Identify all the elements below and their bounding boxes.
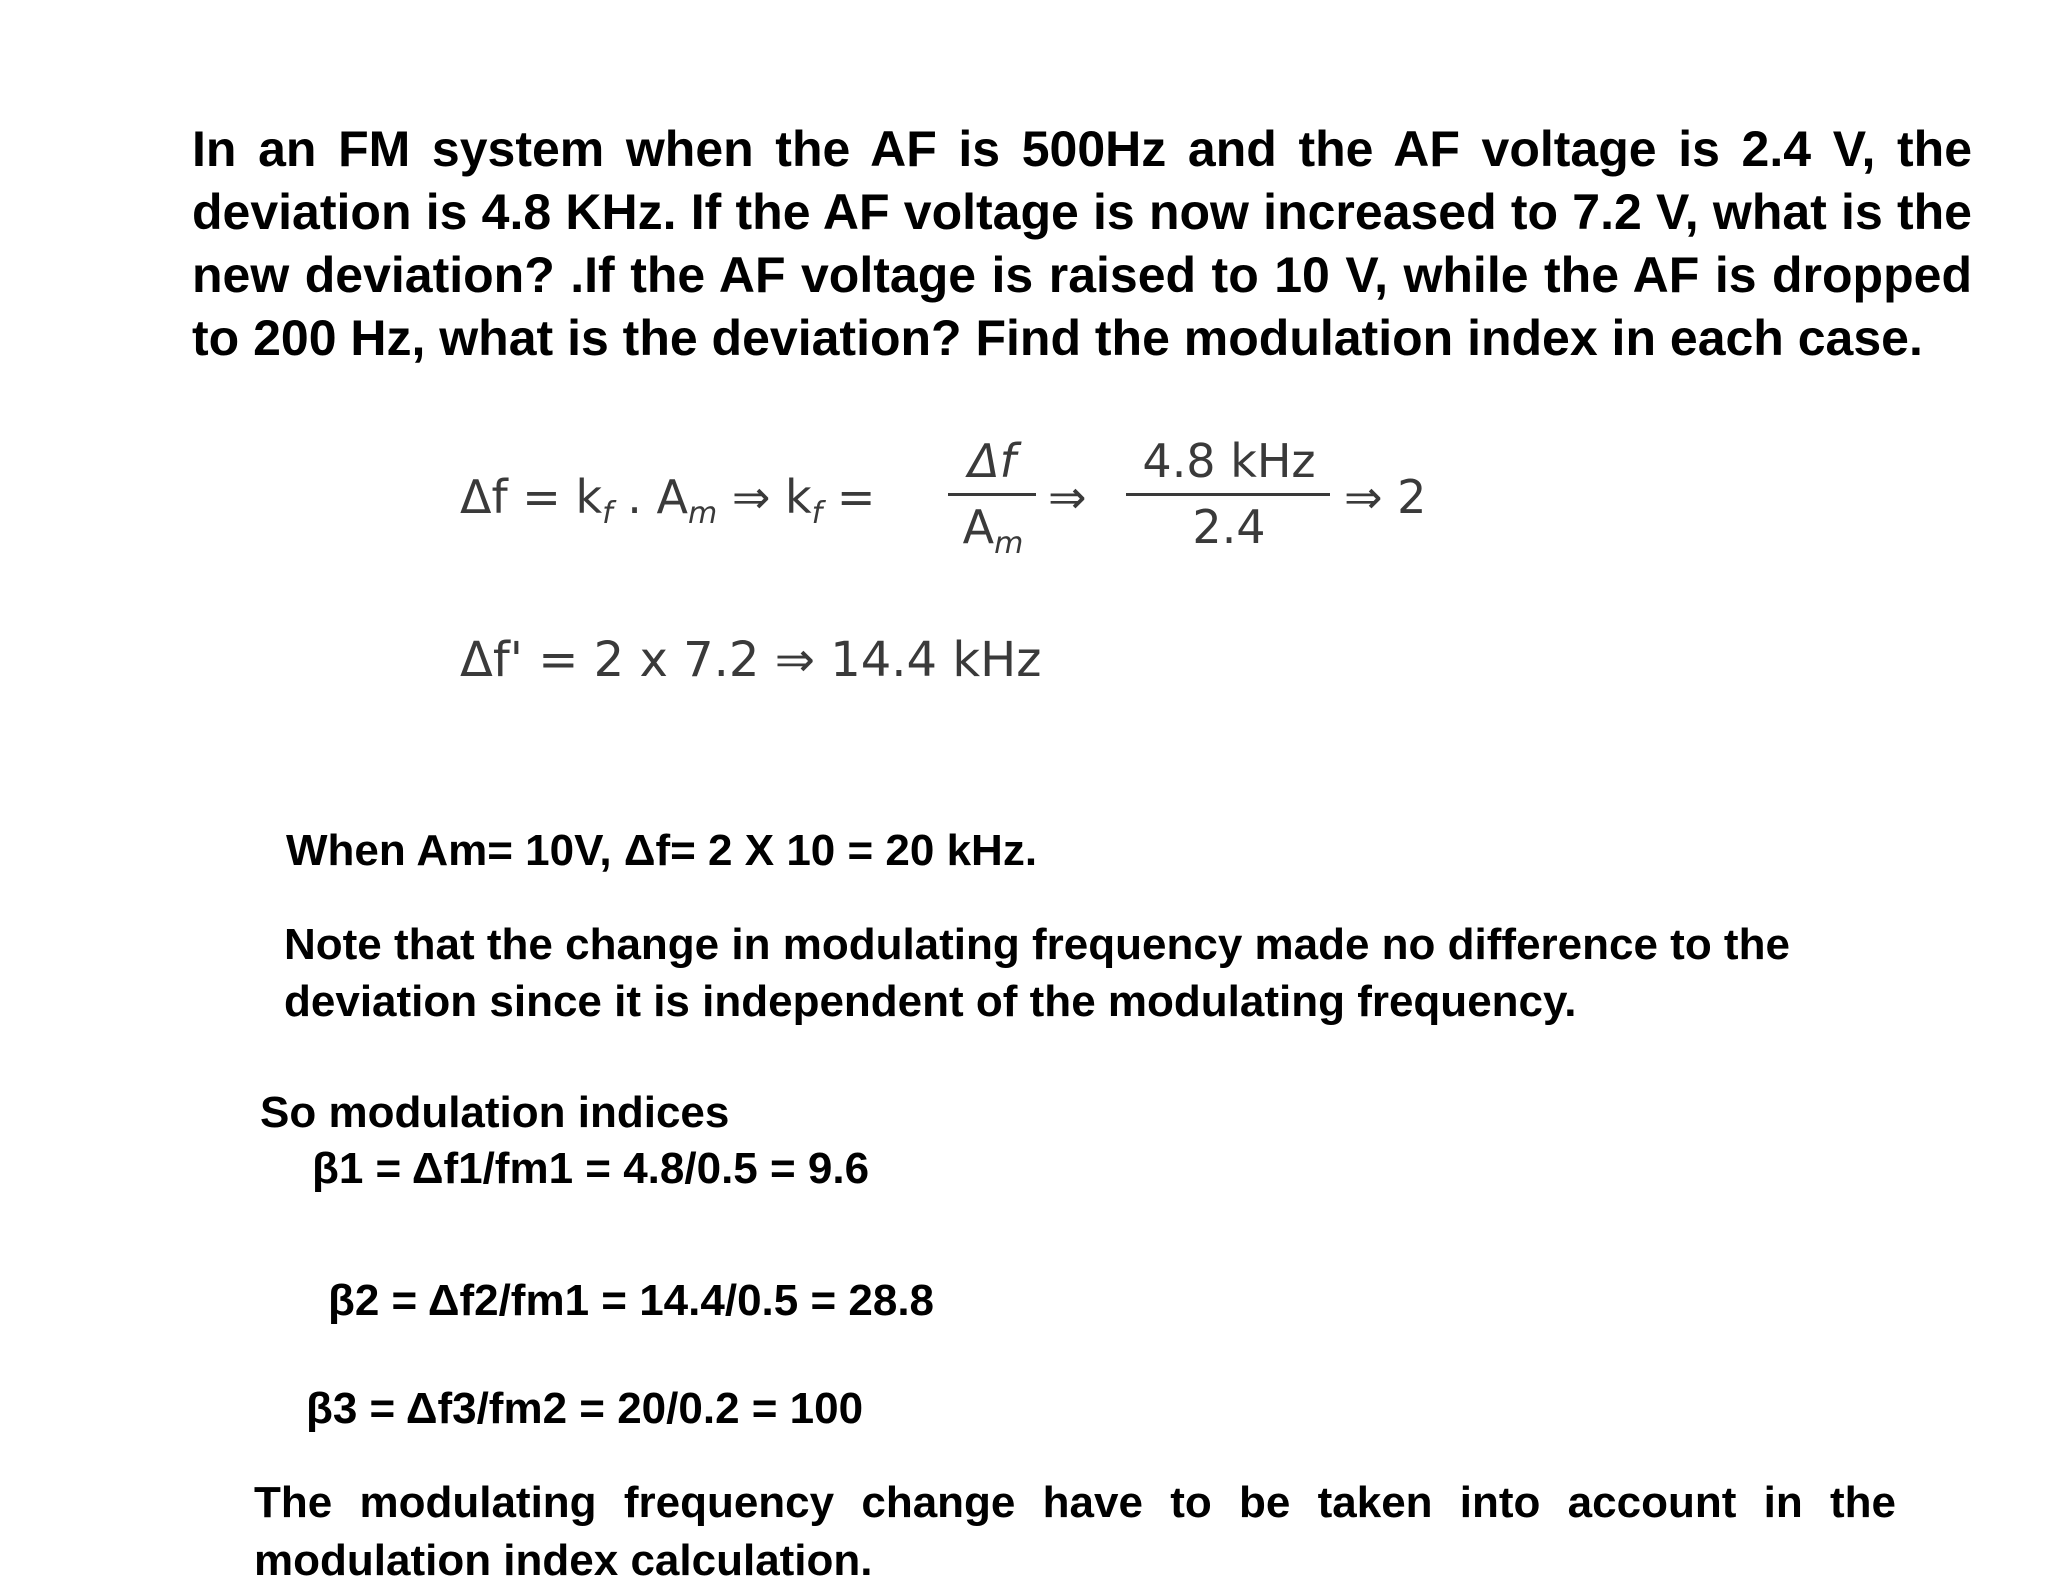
eq1-lhs: [460, 470, 875, 531]
frac1-bar: [948, 493, 1036, 496]
eq1-lhs-text: Δf = k: [460, 470, 603, 524]
beta1-line: β1 = Δf1/fm1 = 4.8/0.5 = 9.6: [312, 1144, 870, 1193]
beta2-line: β2 = Δf2/fm1 = 14.4/0.5 = 28.8: [328, 1276, 935, 1325]
frac2-denominator: 2.4: [1192, 500, 1266, 554]
eq1-dot-text: . A: [612, 470, 688, 524]
when-am-10v-line: When Am= 10V, Δf= 2 X 10 = 20 kHz.: [286, 826, 1038, 875]
frac2-bar: [1126, 493, 1330, 496]
eq1-lhs-sub: f: [602, 496, 613, 532]
eq1-arrow1-sub: f: [811, 496, 823, 532]
kf-derivation-equation: [460, 434, 1480, 580]
eq1-result: ⇒ 2: [1344, 470, 1427, 524]
indices-heading: So modulation indices: [260, 1088, 730, 1137]
frac1-numerator: Δf: [968, 434, 1016, 488]
beta3-line: β3 = Δf3/fm2 = 20/0.2 = 100: [306, 1384, 864, 1433]
problem-statement: In an FM system when the AF is 500Hz and the AF voltage is 2.4 V, the deviation is 4.8 KHz. If the AF voltage is now increased to 7.2 V, what is the new deviation? .If the AF voltage is raised to 10 V, while the AF is dropped to 200 Hz, what is the deviation? Find the modulation index in each case.: [192, 121, 1972, 366]
frac1-denominator: [948, 500, 1038, 561]
new-deviation-equation: Δf' = 2 x 7.2 ⇒ 14.4 kHz: [460, 632, 1042, 688]
eq1-arrow1-text: ⇒ k: [731, 470, 812, 524]
frac1-den-text: A: [962, 500, 995, 554]
conclusion-paragraph: The modulating frequency change have to be taken into account in the modulation index calculation.: [254, 1478, 1896, 1585]
eq1-arrow2: ⇒: [1048, 470, 1087, 524]
eq1-equals-text: =: [822, 470, 876, 524]
note-paragraph: Note that the change in modulating frequency made no difference to the deviation since it is independent of the modulating frequency.: [284, 920, 1790, 1026]
eq1-dot-sub: m: [688, 496, 718, 532]
frac1-den-sub: m: [994, 526, 1024, 562]
frac2-numerator: 4.8 kHz: [1142, 434, 1316, 488]
